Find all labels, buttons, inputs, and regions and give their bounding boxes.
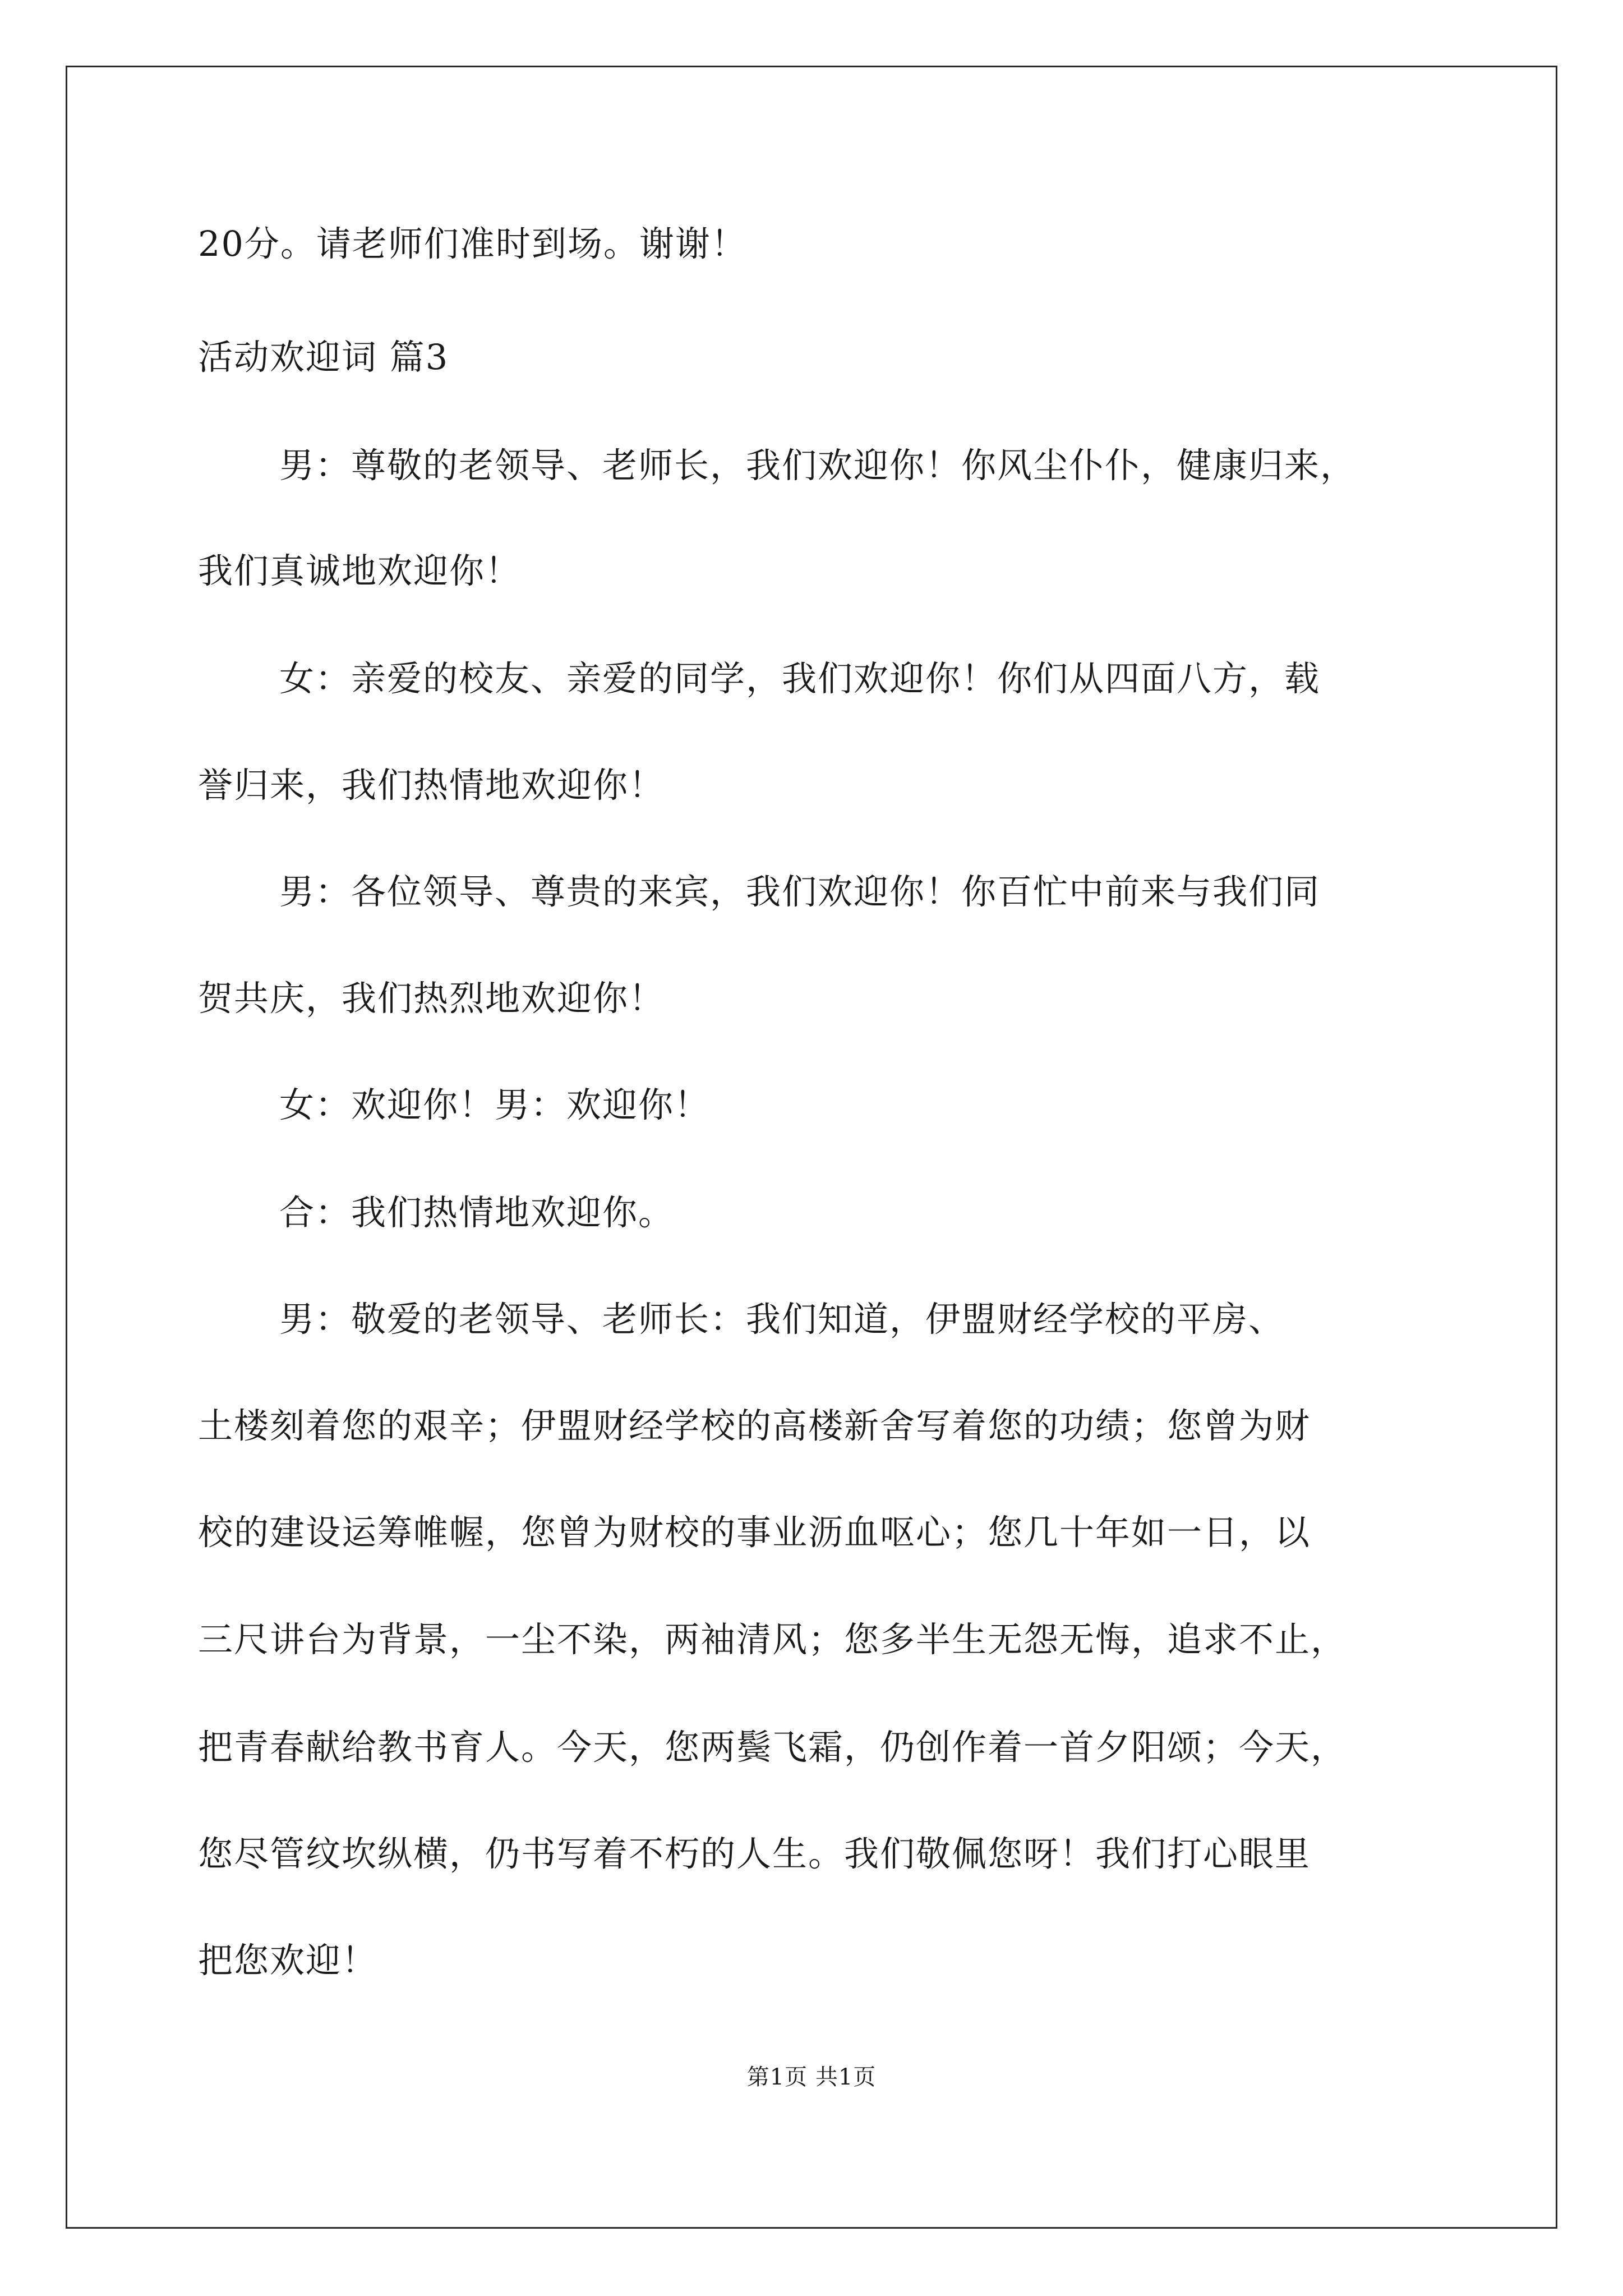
text-line: 您尽管纹坎纵横，仍书写着不朽的人生。我们敬佩您呀！我们打心眼里 [198,1833,1311,1874]
text-line: 男：敬爱的老领导、老师长：我们知道，伊盟财经学校的平房、 [279,1299,1285,1340]
page-number-footer: 第1页 共1页 [746,2064,877,2090]
text-line: 贺共庆，我们热烈地欢迎你！ [198,978,665,1019]
text-line: 女：亲爱的校友、亲爱的同学，我们欢迎你！你们从四面八方，载 [279,658,1321,699]
text-line: 誉归来，我们热情地欢迎你！ [198,765,665,806]
page-border [66,66,1557,2229]
text-line: 土楼刻着您的艰辛；伊盟财经学校的高楼新舍写着您的功绩；您曾为财 [198,1405,1311,1446]
text-line: 男：各位领导、尊贵的来宾，我们欢迎你！你百忙中前来与我们同 [279,871,1321,912]
text-line: 我们真诚地欢迎你！ [198,550,522,591]
text-line: 把青春献给教书育人。今天，您两鬓飞霜，仍创作着一首夕阳颂；今天， [198,1727,1347,1768]
text-line: 女：欢迎你！男：欢迎你！ [279,1084,711,1125]
section-heading: 活动欢迎词 篇3 [198,337,449,378]
text-line: 三尺讲台为背景，一尘不染，两袖清风；您多半生无怨无悔，追求不止， [198,1619,1347,1660]
text-line: 合：我们热情地欢迎你。 [279,1192,675,1233]
text-line: 把您欢迎！ [198,1940,378,1981]
text-line: 男：尊敬的老领导、老师长，我们欢迎你！你风尘仆仆，健康归来， [279,445,1357,486]
text-line: 校的建设运筹帷幄，您曾为财校的事业沥血呕心；您几十年如一日，以 [198,1512,1311,1553]
text-line-continuation: 20分。请老师们准时到场。谢谢！ [198,223,747,264]
